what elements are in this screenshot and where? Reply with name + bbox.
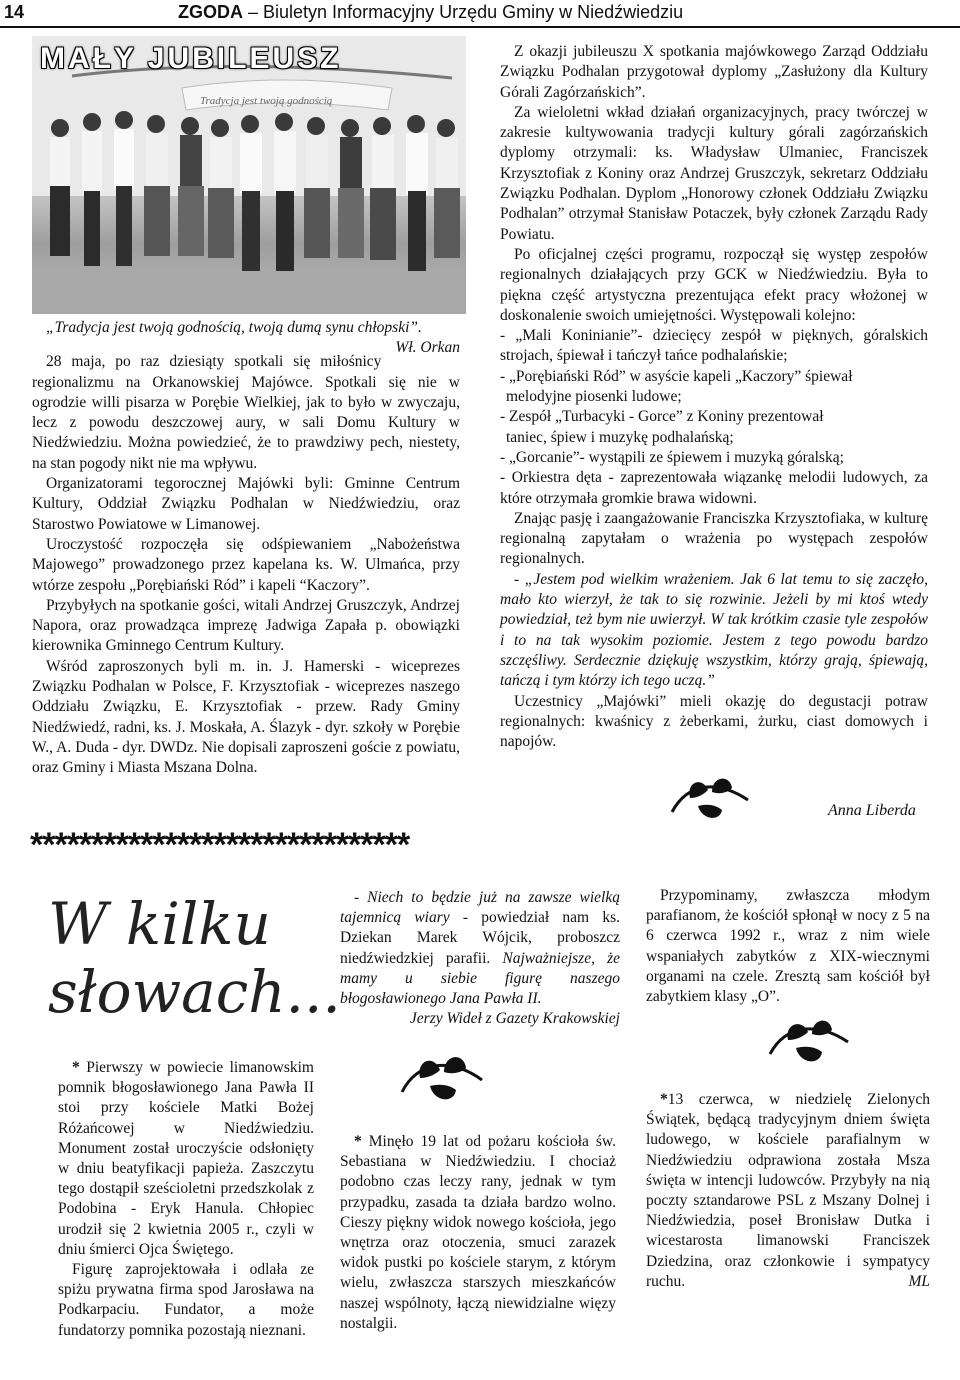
publication-name: ZGODA: [178, 2, 243, 22]
list-item: - „Porębiański Ród” w asyście kapeli „Kaczory” śpiewał: [500, 367, 853, 385]
motto-text: „Tradycja jest twoją godnością, twoją dumą synu chłopski”.: [46, 319, 422, 336]
right-article: [500, 42, 928, 752]
quote-text: - Niech to będzie już na zawsze wielką tajemnicą wiary: [340, 889, 620, 927]
note-text: Minęło 19 lat od pożaru kościoła św. Sebastiana w Niedźwiedziu. I chociaż podobno czas leczy rany, jednak w tym przypadku, zasada ta działa bardzo wolno. Cieszy piękny widok nowego kościoła, jego wnętrza oraz otoczenia, smuci zarazek widok pustki po kościele starym, z którym wielu, zwłaszcza starszych mieszkańców naszej wspólnoty, łączą niewidzialne więzy nostalgii.: [340, 1133, 616, 1332]
paragraph: Wśród zaproszonych byli m. in. J. Hamerski - wiceprezes Związku Podhalan w Polsce, F. Krzysztofiak - wiceprezes naszego Oddziału Związku, E. Krzysztofiak - przew. Rady Gminy Niedźwiedź, radni, ks. J. Moskała, A. Ślazyk - dyr. szkoły w Porębie W., A. Duda - dyr. DWDz. Nie dopisali zaproszeni goście z powiatu, oraz Gminy i Miasta Mszana Dolna.: [32, 657, 460, 777]
paragraph: Znając pasję i zaangażowanie Franciszka Krzysztofiaka, w kulturę regionalną zapytałam o wrażenia po występach zespołów regionalnych.: [500, 509, 928, 568]
note-reminder: [646, 886, 930, 1007]
note-holiday: [646, 1090, 930, 1292]
photo-banner-text: Tradycja jest twoją godnością: [200, 95, 333, 107]
note-quote: [340, 888, 620, 1029]
publication-subtitle: – Biuletyn Informacyjny Urzędu Gminy w Niedźwiedziu: [243, 2, 684, 22]
quote-text: - powiedział nam ks. Dziekan Marek Wójcik, proboszcz niedźwiedzkiej parafii.: [340, 909, 620, 967]
paragraph: Uroczystość rozpoczęła się odśpiewaniem „Nabożeństwa Majowego” prowadzonego przez kapelana ks. W. Ulmańca, przy wtórze zespołu „Porębiański Ród” i kapeli “Kaczory”.: [32, 535, 460, 594]
note-text: Przypominamy, zwłaszcza młodym parafianom, że kościół spłonął w nocy z 5 na 6 czerwca 1992 r., wraz z nim wiele wspaniałych zabytków z XIX-wiecznymi organami na czele. Zresztą sam kościół był zabytkiem klasy „O”.: [646, 887, 930, 1006]
publication-title: [178, 2, 683, 23]
section-title-line: słowach...: [48, 958, 341, 1026]
list-item: - „Gorcanie”- wystąpili ze śpiewem i muzyką góralską;: [500, 448, 844, 466]
paragraph: Uczestnicy „Majówki” mieli okazję do degustacji potraw regionalnych: kwaśnicy z żeberkami, żurku, ciast domowych i napojów.: [500, 692, 928, 751]
group-photo: [32, 36, 466, 314]
interview-quote: - „Jestem pod wielkim wrażeniem. Jak 6 lat temu to się zaczęło, mało kto wierzył, że tak to się rozwinie. Jeżeli by mi ktoś wtedy powiedział, też bym nie uwierzył. W tak krótkim czasie tyle zespołów i to na tak wysokim poziomie. Jestem z tego powodu bardzo szczęśliwy. Serdecznie dziękuję wszystkim, którzy grają, śpiewają, tańczą i tym którzy ich tego uczą.”: [500, 570, 928, 690]
section-title-line: W kilku: [48, 890, 271, 958]
note-star: *: [660, 1091, 668, 1108]
stars-separator: *******************************: [30, 826, 410, 864]
page-header: [0, 0, 960, 28]
note-star: *: [354, 1133, 362, 1150]
note-signature: Jerzy Wideł z Gazety Krakowskiej: [409, 1010, 620, 1028]
article-title: MAŁY JUBILEUSZ: [40, 42, 342, 75]
note-fire: [340, 1132, 616, 1334]
paragraph: Organizatorami tegorocznej Majówki byli: Gminne Centrum Kultury, Oddział Związku Podhalan w Niedźwiedziu, oraz Starostwo Powiatowe w Limanowej.: [32, 475, 460, 533]
list-item-continuation: taniec, śpiew i muzykę podhalańską;: [506, 428, 734, 446]
quote-text: Najważniejsze, że mamy u siebie figurę naszego błogosławionego Jana Pawła II.: [340, 949, 620, 1008]
article-signature: Anna Liberda: [828, 802, 916, 819]
note-text: Figurę zaprojektowała i odlała ze spiżu prywatna firma spod Jarosława na Podkarpaciu. Fundator, a może fundatorzy pomnika pozostają nieznani.: [58, 1261, 314, 1339]
paragraph: Przybyłych na spotkanie gości, witali Andrzej Gruszczyk, Andrzej Napora, oraz prowadząca imprezę Jadwiga Zapała p. obowiązki kierownika Gminnego Centrum Kultury.: [32, 596, 460, 655]
paragraph: 28 maja, po raz dziesiąty spotkali się miłośnicy regionalizmu na Orkanowskiej Majówce. Spotkali się nie w ogrodzie willi pisarza w Porębie Wielkiej, jak to było w zwyczaju, lecz z powodu deszczowej aury, w sali Domu Kultury w Niedźwiedziu. Można powiedzieć, że to prawdziwy pech, niestety, na stan pogody nikt nie ma wpływu.: [32, 353, 460, 472]
list-item: - Orkiestra dęta - zaprezentowała wiązankę melodii ludowych, za które otrzymała gromkie brawa widowni.: [500, 469, 928, 507]
list-item: - „Mali Koninianie”- dziecięcy zespół w pięknych, góralskich strojach, śpiewał i tańczył tańce podhalańskie;: [500, 327, 928, 365]
photo-illustration: [32, 36, 466, 314]
note-text: 13 czerwca, w niedzielę Zielonych Świątek, będącą tradycyjnym dniem święta ludowego, w kościele parafialnym w Niedźwiedziu odprawiona została Msza święta w intencji ludowców. Przybyły na nią poczty sztandarowe PSL z Mszany Dolnej i Niedźwiedzia, poseł Bronisław Dutka i wicestarosta limanowski Franciszek Dziedzina, oraz członkowie i sympatycy ruchu.: [646, 1091, 930, 1290]
header-rule: [0, 26, 960, 28]
leaf-ornament-icon: [766, 1014, 852, 1072]
left-article: [32, 318, 460, 779]
list-item-continuation: melodyjne piosenki ludowe;: [506, 388, 682, 406]
leaf-ornament-icon: [396, 1050, 486, 1108]
note-monument: [58, 1058, 314, 1341]
section-title: [48, 890, 341, 1026]
motto: [32, 318, 460, 357]
list-item: - Zespół „Turbacyki - Gorce” z Koniny prezentował: [500, 408, 824, 426]
note-text: Pierwszy w powiecie limanowskim pomnik błogosławionego Jana Pawła II stoi przy kościele Matki Bożej Różańcowej w Niedźwiedziu. Monument został uroczyście odsłonięty w dniu beatyfikacji papieża. Zaszczytu tego dostąpił sześcioletni przedszkolak z Podobina - Eryk Hanula. Chłopiec urodził się 2 kwietnia 2005 r., czyli w dniu śmierci Ojca Świętego.: [58, 1059, 314, 1258]
paragraph: Po oficjalnej części programu, rozpoczął się występ zespołów regionalnych działających przy GCK w Niedźwiedziu. Była to piękna część artystyczna prezentująca efekt pracy włożonej w doskonalenie swoich umiejętności. Występowali kolejno:: [500, 245, 928, 324]
leaf-ornament-icon: [668, 772, 752, 828]
motto-author: Wł. Orkan: [395, 339, 460, 357]
note-signature: ML: [908, 1272, 930, 1290]
paragraph: Z okazji jubileuszu X spotkania majówkowego Zarząd Oddziału Związku Podhalan przygotował dyplomy „Zasłużony dla Kultury Górali Zagórzańskich”.: [500, 43, 928, 101]
note-star: *: [72, 1059, 80, 1076]
page-number: 14: [4, 2, 25, 22]
paragraph: Za wieloletni wkład działań organizacyjnych, pracy twórczej w zakresie kultywowania tradycji kultury górali zagórzańskich dyplomy otrzymali: ks. Władysław Ulmaniec, Franciszek Krzysztofiak z Koniny oraz Andrzej Gruszczyk, sekretarz Oddziału Związku Podhalan. Dyplom „Honorowy członek Oddziału Związku Podhalan” otrzymał Stanisław Potaczek, były członek Zarządu Rady Powiatu.: [500, 103, 928, 243]
